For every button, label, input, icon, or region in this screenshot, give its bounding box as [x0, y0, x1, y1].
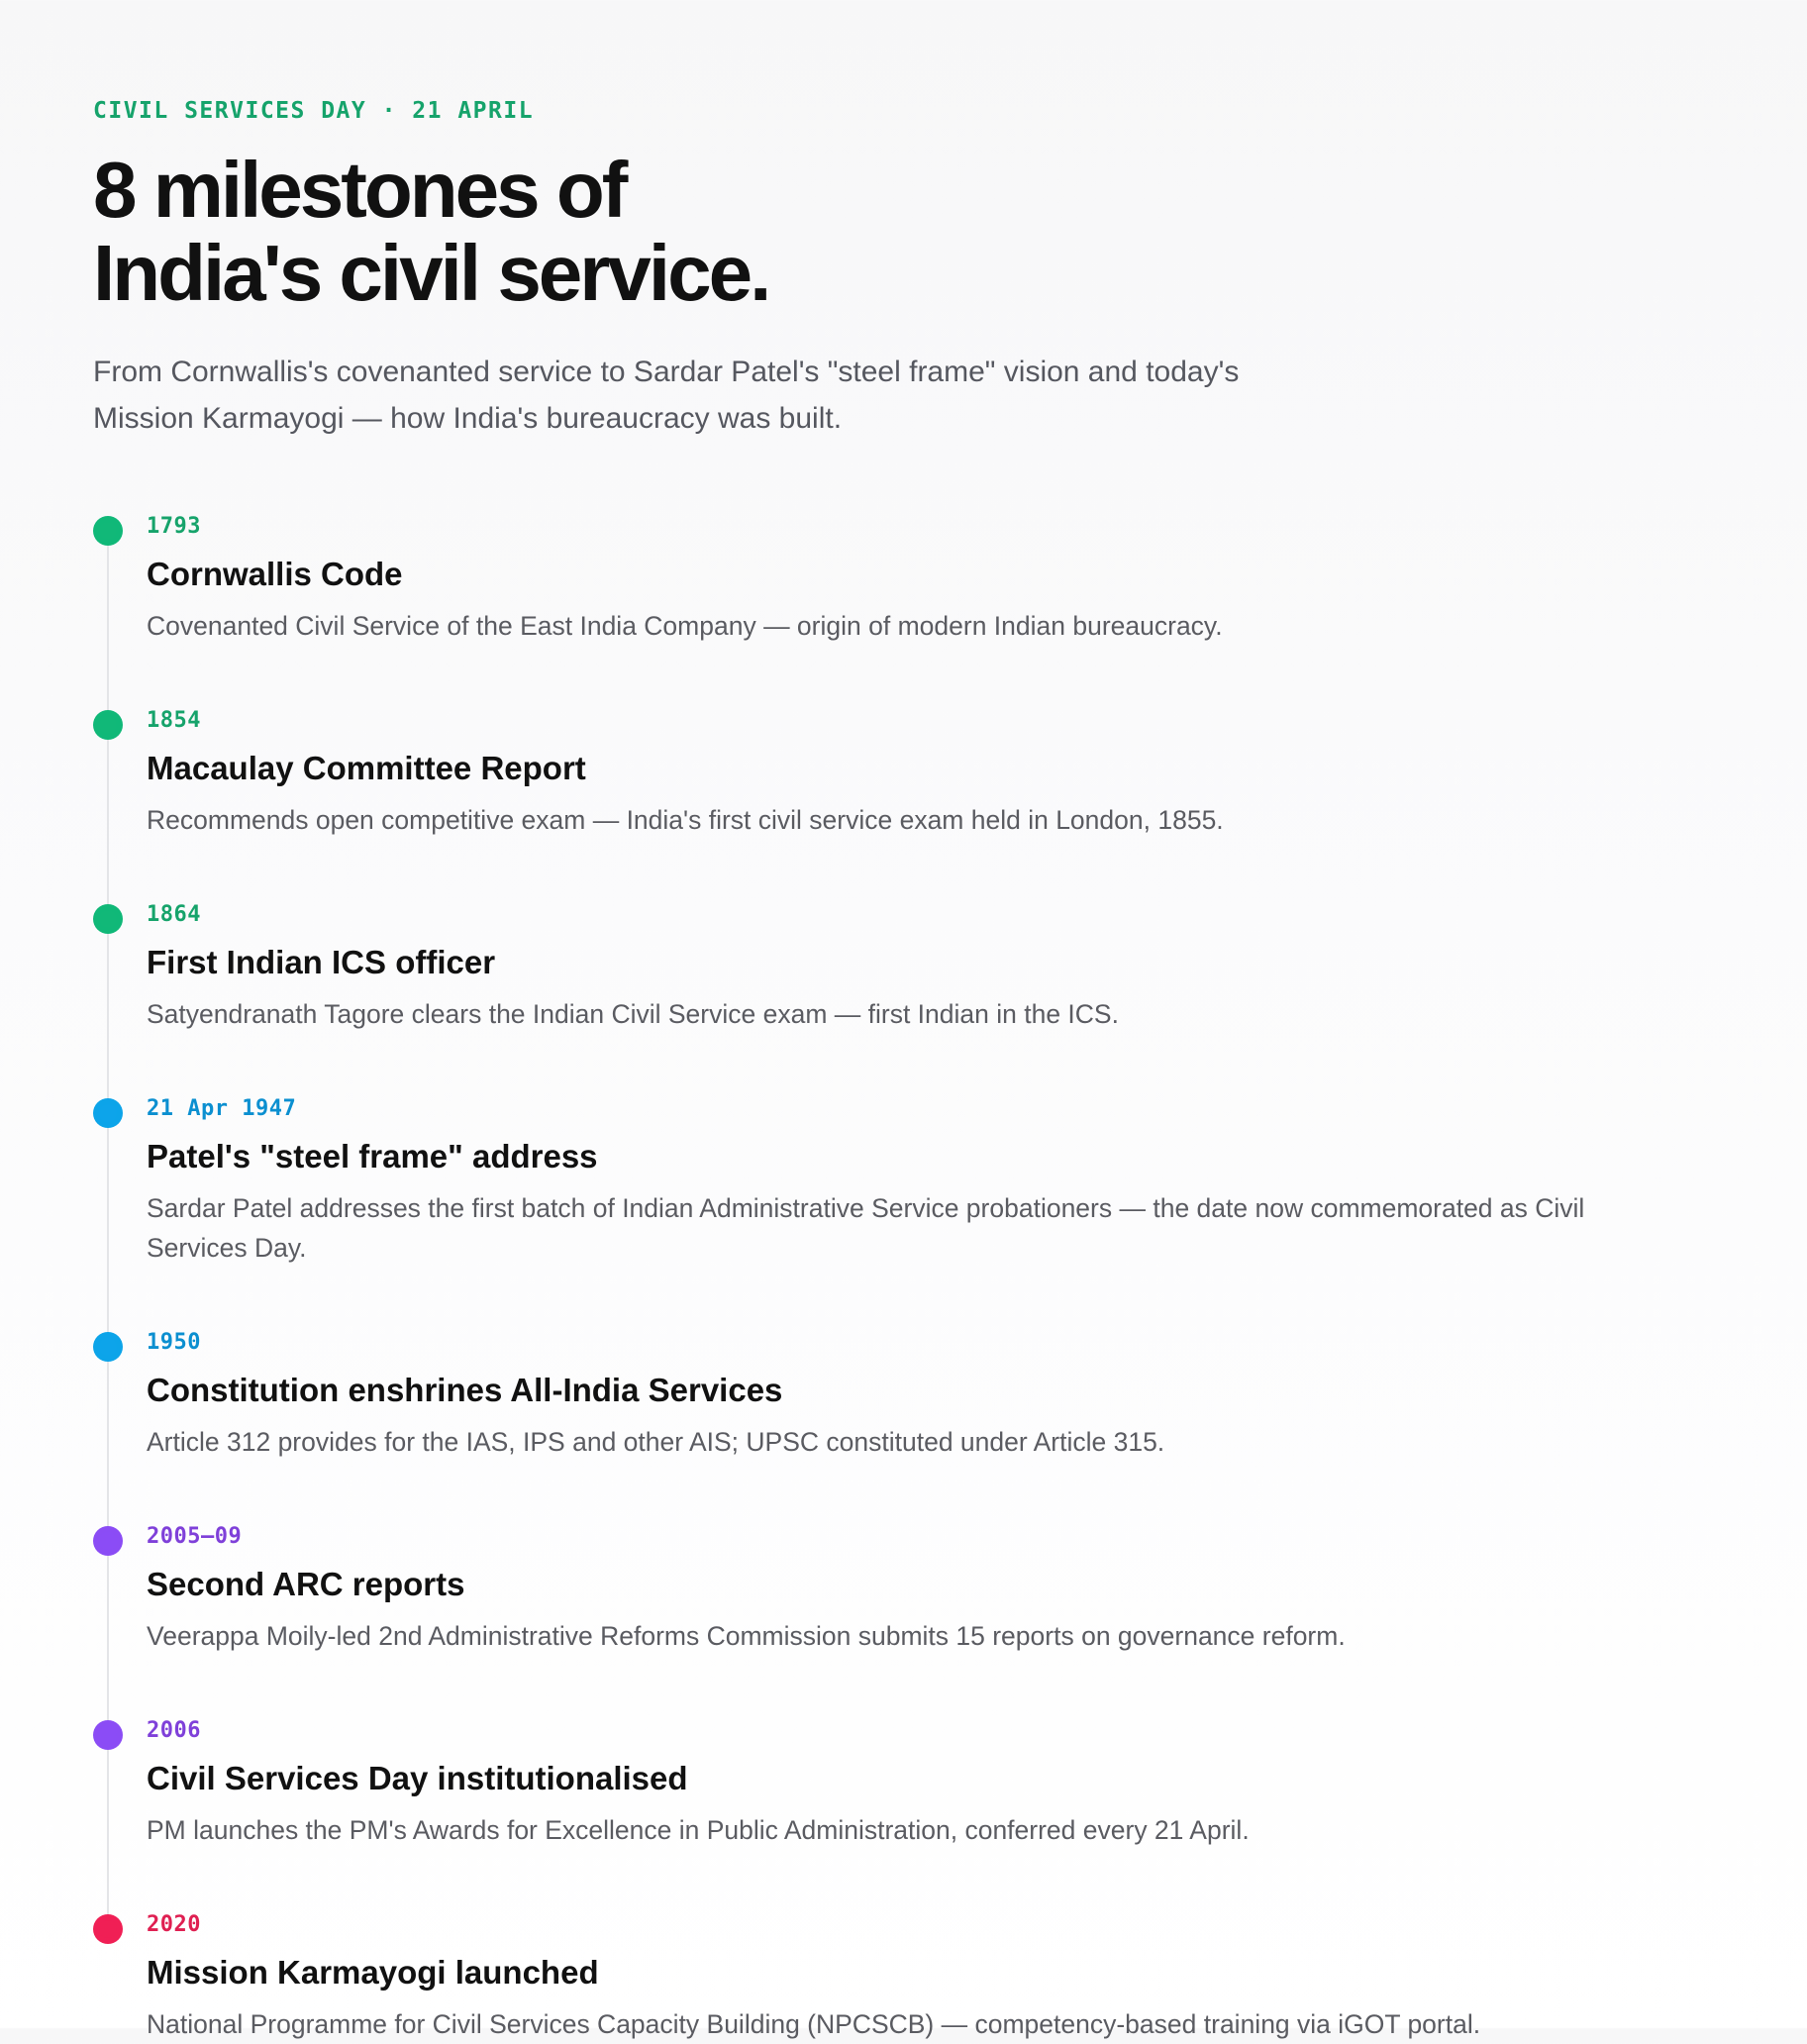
- timeline-description: Sardar Patel addresses the first batch of Indian Administrative Service probationers — the date now commemorated as Civil Services Day.: [147, 1193, 1585, 1263]
- eyebrow-label: CIVIL SERVICES DAY · 21 APRIL: [93, 98, 535, 124]
- timeline-description: Article 312 provides for the IAS, IPS and other AIS; UPSC constituted under Article 315.: [147, 1427, 1165, 1457]
- page-title: [93, 146, 1714, 317]
- timeline-description: National Programme for Civil Services Capacity Building (NPCSCB) — competency-based training via iGOT portal.: [147, 2009, 1481, 2039]
- page-title-line-1: 8 milestones of: [93, 146, 626, 234]
- timeline-date: 1793: [147, 514, 201, 539]
- timeline-date: 2005–09: [147, 1524, 243, 1549]
- timeline-item: [93, 1327, 1714, 1462]
- timeline-item: [93, 1521, 1714, 1656]
- page-subtitle: From Cornwallis's covenanted service to Sardar Patel's "steel frame" vision and today's Mission Karmayogi — how India's bureaucracy was built.: [93, 356, 1240, 435]
- timeline-title: Cornwallis Code: [147, 556, 403, 592]
- timeline-item: [93, 511, 1714, 646]
- timeline-title: Second ARC reports: [147, 1566, 465, 1602]
- timeline-item: [93, 1715, 1714, 1850]
- timeline-date: 1864: [147, 902, 201, 927]
- timeline-date: 2020: [147, 1912, 201, 1937]
- timeline-date: 1950: [147, 1330, 201, 1355]
- milestone-timeline: [93, 511, 1714, 2044]
- timeline-description: Satyendranath Tagore clears the Indian Civil Service exam — first Indian in the ICS.: [147, 999, 1119, 1029]
- timeline-dot-red-icon: [93, 1914, 123, 1944]
- timeline-dot-purple-icon: [93, 1526, 123, 1556]
- timeline-item: [93, 1909, 1714, 2044]
- timeline-item: [93, 1093, 1714, 1268]
- timeline-item: [93, 899, 1714, 1034]
- timeline-dot-green-icon: [93, 904, 123, 934]
- timeline-dot-green-icon: [93, 710, 123, 740]
- timeline-title: Constitution enshrines All-India Services: [147, 1372, 783, 1408]
- timeline-title: Civil Services Day institutionalised: [147, 1760, 688, 1796]
- page-title-line-2: India's civil service.: [93, 229, 769, 317]
- timeline-description: Veerappa Moily-led 2nd Administrative Reforms Commission submits 15 reports on governance reform.: [147, 1621, 1346, 1651]
- timeline-item: [93, 705, 1714, 840]
- timeline-dot-blue-icon: [93, 1098, 123, 1128]
- timeline-date: 1854: [147, 708, 201, 733]
- timeline-title: First Indian ICS officer: [147, 944, 496, 980]
- timeline-description: PM launches the PM's Awards for Excellence in Public Administration, conferred every 21 April.: [147, 1815, 1250, 1845]
- timeline-title: Patel's "steel frame" address: [147, 1138, 598, 1175]
- timeline-title: Macaulay Committee Report: [147, 750, 586, 786]
- timeline-date: 21 Apr 1947: [147, 1096, 297, 1121]
- timeline-date: 2006: [147, 1718, 201, 1743]
- timeline-dot-green-icon: [93, 516, 123, 546]
- timeline-dot-purple-icon: [93, 1720, 123, 1750]
- timeline-description: Recommends open competitive exam — India's first civil service exam held in London, 1855.: [147, 805, 1224, 835]
- timeline-title: Mission Karmayogi launched: [147, 1954, 599, 1991]
- timeline-dot-blue-icon: [93, 1332, 123, 1362]
- timeline-description: Covenanted Civil Service of the East India Company — origin of modern Indian bureaucracy.: [147, 611, 1223, 641]
